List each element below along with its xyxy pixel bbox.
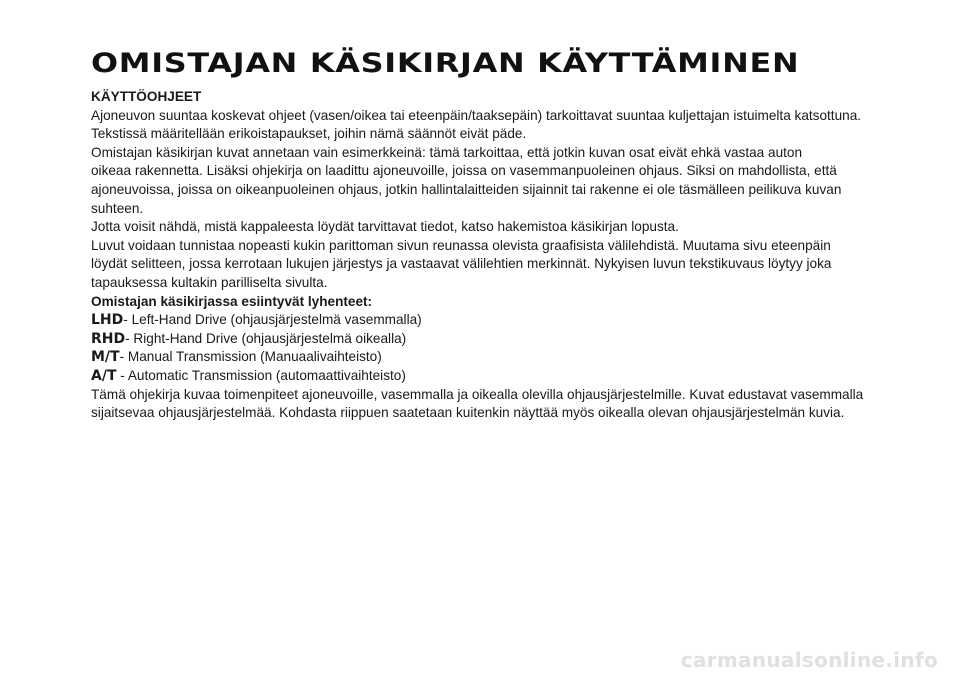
- abbreviation-item-mt: [91, 348, 901, 367]
- abbreviation-item-rhd: [91, 330, 901, 349]
- paragraph-line: ajoneuvoissa, joissa on oikeanpuoleinen ohjaus, jotkin hallintalaitteiden sijainnit tai rakenne ei ole täsmälleen peilikuva kuvan: [91, 181, 842, 197]
- paragraph-line: Jotta voisit nähdä, mistä kappaleesta löydät tarvittavat tiedot, katso hakemistoa käsikirjan lopusta.: [91, 219, 679, 235]
- paragraph-line: oikeaa rakennetta. Lisäksi ohjekirja on laadittu ajoneuvoille, joissa on vasemmanpuoleinen ohjaus. Siksi on mahdollista, että: [91, 163, 837, 179]
- abbreviation-code: M/T: [91, 349, 120, 366]
- abbreviation-item-lhd: [91, 311, 901, 330]
- abbreviations-heading: Omistajan käsikirjassa esiintyvät lyhenteet:: [91, 293, 373, 309]
- watermark: carmanualsonline.info: [680, 648, 938, 672]
- closing-paragraph-line: Tämä ohjekirja kuvaa toimenpiteet ajoneuvoille, vasemmalla ja oikealla olevilla ohjausjärjestelmille. Kuvat edustavat vasemmalla: [91, 386, 864, 402]
- abbreviation-code: RHD: [91, 330, 126, 347]
- abbreviation-description: - Left-Hand Drive (ohjausjärjestelmä vasemmalla): [123, 312, 422, 328]
- paragraph-line: tapauksessa kultakin parilliselta sivulta.: [91, 274, 328, 290]
- closing-paragraph-line: sijaitsevaa ohjausjärjestelmää. Kohdasta riippuen saatetaan kuitenkin näyttää myös oikealla olevan ohjausjärjestelmän kuvia.: [91, 405, 845, 421]
- paragraph-line: suhteen.: [91, 200, 144, 216]
- paragraph-line: Omistajan käsikirjan kuvat annetaan vain esimerkkeinä: tämä tarkoittaa, että jotkin kuvan osat eivät ehkä vastaa auton: [91, 144, 803, 160]
- document-body: [91, 88, 901, 423]
- section-heading: KÄYTTÖOHJEET: [91, 89, 202, 104]
- abbreviation-code: LHD: [91, 312, 124, 329]
- paragraph-line: löydät selitteen, jossa kerrotaan lukujen järjestys ja vastaavat välilehtien merkinnät. Nykyisen luvun tekstikuvaus löytyy joka: [91, 256, 832, 272]
- paragraph-line: Ajoneuvon suuntaa koskevat ohjeet (vasen/oikea tai eteenpäin/taaksepäin) tarkoittavat suuntaa kuljettajan istuimelta katsottuna.: [91, 107, 862, 123]
- abbreviation-description: - Right-Hand Drive (ohjausjärjestelmä oikealla): [125, 330, 407, 346]
- abbreviation-description: - Manual Transmission (Manuaalivaihteisto): [119, 349, 382, 365]
- abbreviation-description: - Automatic Transmission (automaattivaihteisto): [116, 367, 406, 383]
- paragraph-line: Tekstissä määritellään erikoistapaukset, joihin nämä säännöt eivät päde.: [91, 126, 527, 142]
- abbreviation-code: A/T: [91, 367, 117, 384]
- abbreviation-item-at: [91, 367, 901, 386]
- paragraph-line: Luvut voidaan tunnistaa nopeasti kukin parittoman sivun reunassa olevista graafisista välilehdistä. Muutama sivu eteenpäin: [91, 237, 831, 253]
- page-title: OMISTAJAN KÄSIKIRJAN KÄYTTÄMINEN: [91, 48, 800, 79]
